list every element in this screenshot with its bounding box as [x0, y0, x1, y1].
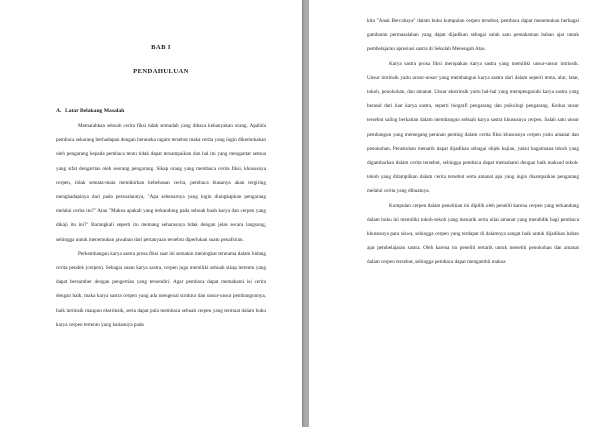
- paragraph: Mematahkan sebuah cerita fiksi tidak semudah yang dibaca kebanyakan orang. Apabila pembaca sekarang berhadapan dengan beraneka ragam tersebut maka cerita yang ingin dikemukakan oleh pengarang kepada pembaca tentu tidak dapat tersampaikan dan hal itu yang mengantar semua yang sifat dengaritas oleh seorang pengarang. Sikap orang yang membaca cerita fiksi, khususnya cerpen, tidak semata-mata memikirkan kebebasan cerita, pembaca biasanya akan tergiring menghadapinya dari pada persoalannya, "Apa sebenarnya yang ingin diungkapkan pengarang melalui cerita itu?" Atau "Makna apakah yang terkandung pada sebuah buah karya dan cerpen yang dikaji itu ini?" Barangkali seperti itu memang seharusnya tidak dengan jelas secara langsung, sehingga untuk menemukan jawaban dari pertanyaan tersebut diperlukan suatu penafsiran.: [56, 123, 266, 243]
- section-heading: [56, 108, 266, 114]
- chapter-title: PENDAHULUAN: [133, 68, 189, 75]
- page-content: [367, 14, 579, 270]
- chapter-number: BAB I: [151, 44, 171, 51]
- document-page-right: [309, 0, 610, 427]
- page-content: [56, 44, 266, 332]
- document-page-left: [0, 0, 302, 427]
- paragraph: Kumpulan cerpen dalam penelitian ini dipilih oleh peneliti karena cerpen yang terkandung dalam buku ini memiliki tokoh-tokoh yang menarik serta nilai amanat yang mendidik bagi pembaca khususnya para siswa, sehingga cerpen yang terdapat di dalamnya sangat baik untuk dijadikan bahan ajar pembelajaran sastra. Oleh karena itu peneliti tertarik untuk meneliti penokohan dan amanat dalam cerpen tersebut, sehingga pembaca dapat mengambil makna: [367, 202, 579, 266]
- section-title: Latar Belakang Masalah: [65, 108, 125, 114]
- paragraph: Perkembangan karya sastra prosa fiksi saat ini semakin meningkat terutama dalam bidang cerita pendek (cerpen). Sebagai suatu karya sastra, cerpen juga memiliki sebuah sikap tertentu yang dapat bersumber dengan pengertian yang tersendiri. Agar pembaca dapat memahami isi cerita dengan baik, maka karya sastra cerpen yang ada mengenai struktur dan unsur-unsur pembangunnya, baik intrinsik maupun ekstrinsik, serta dapat pula membaca sebuah cerpen yang termuat dalam buku karya cerpen tertentu yang kaitannya pada: [56, 250, 266, 328]
- section-letter: A.: [56, 108, 62, 114]
- paragraph: Karya sastra prosa fiksi merupakan karya sastra yang memiliki unsur-unsur intrinsik. Unsur intrinsik yaitu unsur-unsur yang membangun karya sastra dari dalam seperti tema, alur, latar, tokoh, penokohan, dan amanat. Unsur ekstrinsik yaitu hal-hal yang mempengaruhi karya sastra yang berasal dari luar karya sastra, seperti biografi pengarang dan psikologi pengarang. Kedua unsur tersebut saling berkaitan dalam membangun sebuah karya sastra khususnya cerpen. Salah satu unsur pembangun yang memegang peranan penting dalam cerita fiksi khususnya cerpen yaitu amanat dan penokohan. Penokohan menarik dapat dijadikan sebagai objek kajian, yakni bagaimana tokoh yang digambarkan dalam cerita tersebut, sehingga pembaca dapat memahami dengan baik maksud tokoh-tokoh yang ditampilkan dalam cerita tersebut serta amanat apa yang ingin disampaikan pengarang melalui cerita yang dibuatnya.: [367, 60, 579, 195]
- paragraph: kita "Anak Bercahaya" dalam buku kumpulan cerpen tersebut, pembaca dapat menemukan berbagai gambaran permasalahan yang dapat dijadikan sebagai salah satu pemahaman bahan ajar untuk pembelajaran apresiasi sastra di Sekolah Menengah Atas.: [367, 18, 579, 53]
